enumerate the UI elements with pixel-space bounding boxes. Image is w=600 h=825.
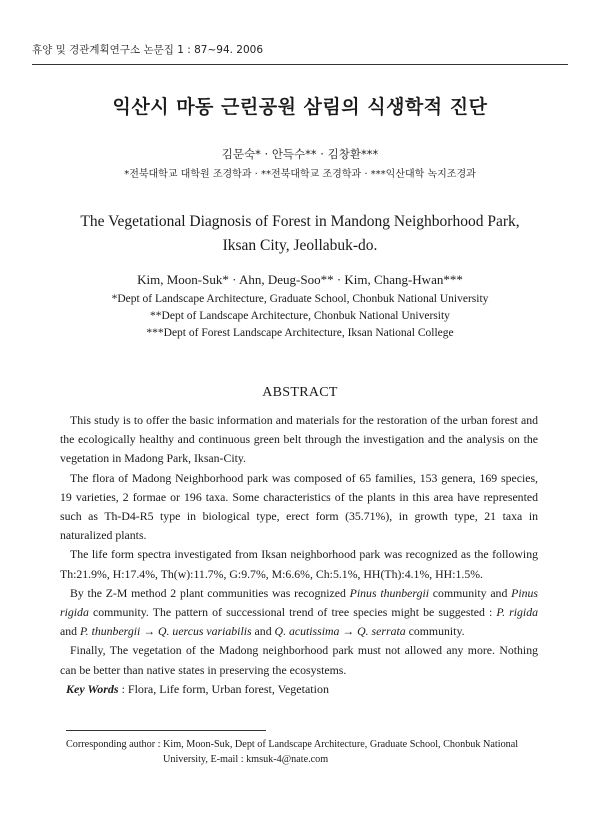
- keywords: [66, 682, 329, 697]
- english-title-line1: The Vegetational Diagnosis of Forest in Mandong Neighborhood Park,: [80, 213, 520, 230]
- abstract-body: [60, 411, 538, 680]
- text-run: By the Z-M method 2 plant communities was recognized: [70, 585, 350, 600]
- footnote-line-2: University, E-mail : kmsuk-4@nate.com: [163, 753, 329, 765]
- footnote-rule: [66, 730, 266, 731]
- text-run: community and: [429, 585, 512, 600]
- korean-affiliations: *전북대학교 대학원 조경학과 · **전북대학교 조경학과 · ***익산대학 녹지조경과: [124, 169, 476, 180]
- english-affiliation-2: **Dept of Landscape Architecture, Chonbuk National University: [150, 310, 450, 322]
- species-name: Q. uercus variabilis: [158, 624, 252, 639]
- running-head: 휴양 및 경관계획연구소 논문집 1 : 87~94. 2006: [32, 44, 264, 56]
- keywords-label: Key Words: [66, 682, 119, 696]
- abstract-paragraph-1: This study is to offer the basic information and materials for the restoration of the urban forest and the ecologically healthy and continuous green belt through the investigation and the analysis on the vegetation in Madong Park, Iksan-City.: [60, 413, 538, 466]
- text-run: community. The pattern of successional trend of tree species might be suggested :: [88, 605, 497, 620]
- species-name: Q. acutissima: [274, 624, 340, 639]
- korean-authors: 김문숙* · 안득수** · 김창환***: [221, 147, 379, 161]
- abstract-paragraph-5: Finally, The vegetation of the Madong neighborhood park must not allowed any more. Nothing can be better than native states in preserving the ecosystems.: [60, 643, 538, 677]
- header-rule: [32, 64, 568, 65]
- text-run: and: [251, 624, 275, 639]
- species-name: Q. serrata: [357, 624, 406, 639]
- english-title-line2: Iksan City, Jeollabuk-do.: [222, 237, 378, 254]
- species-name: P. thunbergii: [79, 624, 141, 639]
- korean-title: 익산시 마동 근린공원 삼림의 식생학적 진단: [112, 96, 488, 118]
- species-name: Pinus thunbergii: [349, 585, 430, 600]
- keywords-value: Flora, Life form, Urban forest, Vegetation: [127, 682, 329, 696]
- english-authors: Kim, Moon-Suk* · Ahn, Deug-Soo** · Kim, Chang-Hwan***: [137, 272, 463, 287]
- abstract-heading: ABSTRACT: [262, 385, 338, 400]
- species-name: P. rigida: [496, 605, 538, 620]
- abstract-paragraph-4: [60, 584, 538, 642]
- english-affiliation-1: *Dept of Landscape Architecture, Graduate School, Chonbuk National University: [111, 293, 489, 305]
- text-run: and: [60, 624, 80, 639]
- text-run: →: [140, 624, 158, 639]
- abstract-paragraph-3: The life form spectra investigated from Iksan neighborhood park was recognized as the following Th:21.9%, H:17.4%, Th(w):11.7%, G:9.7%, M:6.6%, Ch:5.1%, HH(Th):4.1%, HH:1.5%.: [60, 547, 538, 581]
- english-affiliation-3: ***Dept of Forest Landscape Architecture, Iksan National College: [146, 327, 454, 339]
- keywords-separator: :: [118, 682, 128, 696]
- species-name: Pinus rigida: [60, 585, 538, 620]
- footnote-line-1: Corresponding author : Kim, Moon-Suk, Dept of Landscape Architecture, Graduate School, Chonbuk National: [66, 739, 519, 750]
- abstract-paragraph-2: The flora of Madong Neighborhood park was composed of 65 families, 153 genera, 169 species, 19 varieties, 2 formae or 196 taxa. Some characteristics of the plants in this area have represented such as Th-D4-R5 type in biological type, erect form (35.71%), in growth type, 21 taxa in naturalized plants.: [60, 470, 538, 543]
- text-run: community.: [405, 624, 465, 639]
- corresponding-author-footnote: [66, 738, 546, 767]
- text-run: →: [339, 624, 358, 639]
- english-title: [0, 210, 600, 258]
